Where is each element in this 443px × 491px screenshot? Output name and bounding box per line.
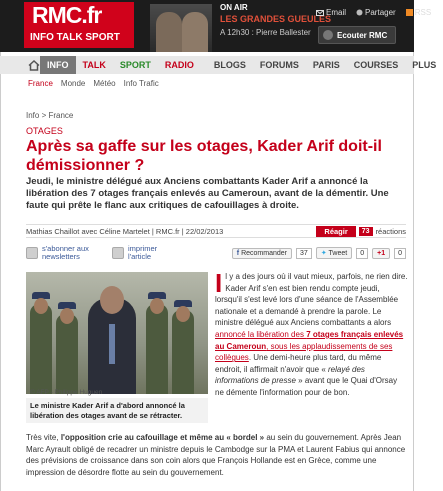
nav-blogs[interactable]: BLOGS bbox=[213, 60, 246, 70]
photo-caption: Le ministre Kader Arif a d'abord annoncé la libération des otages avant de se rétracter. bbox=[26, 398, 208, 423]
article-paragraph-1: Il y a des jours où il vaut mieux, parfois, ne rien dire. Kader Arif s'en est bien rendu compte jeudi, lorsqu'il s'est levé lors d'une séance de l'Assemblée nationale et a demandé à prendre la parole. Le ministre délégué aux Anciens combattants a alors annoncé la libération des 7 otages français enlevés au Cameroun, sous les applaudissements de ses collègues. Une demi-heure plus tard, du même endroit, il affirmait n'avoir que « relayé des informations de presse » avant que le Quai d'Orsay ne démente l'information pour de bon. bbox=[215, 268, 408, 397]
react-label[interactable]: réactions bbox=[375, 226, 406, 236]
article-lead: Jeudi, le ministre délégué aux Anciens combattants Kader Arif a annoncé la libération des 7 otages français enlevés au Cameroun, avant de la démentir. Une faute qui prête le flanc aux critiques de cafouillages à droite. bbox=[26, 176, 389, 211]
breadcrumb[interactable]: Info > France bbox=[26, 111, 74, 120]
react-button[interactable]: Réagir bbox=[316, 226, 355, 237]
site-header bbox=[0, 0, 432, 52]
subnav-monde[interactable]: Monde bbox=[60, 78, 86, 88]
facebook-icon: f bbox=[236, 249, 240, 257]
tweet-button[interactable]: ✦ Tweet bbox=[316, 247, 352, 259]
article-tools bbox=[26, 243, 406, 263]
rss-icon bbox=[406, 9, 413, 16]
speaker-icon bbox=[323, 30, 333, 40]
dropcap: I bbox=[215, 268, 223, 298]
twitter-icon: ✦ bbox=[320, 250, 327, 257]
on-air-label: ON AIR bbox=[220, 3, 248, 12]
rss-link[interactable]: RSS bbox=[406, 8, 431, 17]
react-count[interactable]: 73 bbox=[359, 227, 373, 236]
newsletter-icon bbox=[26, 247, 38, 259]
logo-tagline: INFO TALK SPORT bbox=[30, 32, 120, 43]
article-photo[interactable] bbox=[26, 272, 208, 394]
email-link[interactable]: Email bbox=[316, 8, 346, 17]
gplus-count: 0 bbox=[394, 248, 406, 259]
print-link[interactable]: imprimer l'article bbox=[112, 245, 168, 261]
show-name[interactable]: LES GRANDES GUEULES bbox=[220, 14, 332, 24]
link-liberation[interactable]: annoncé la libération des 7 otages français enlevés au Cameroun bbox=[215, 329, 404, 351]
nav-plus[interactable]: PLUS bbox=[412, 60, 437, 70]
email-icon bbox=[316, 10, 324, 16]
nav-radio[interactable]: RADIO bbox=[164, 60, 194, 70]
share-icon bbox=[356, 9, 363, 16]
article-title: Après sa gaffe sur les otages, Kader Arif doit-il démissionner ? bbox=[26, 138, 382, 174]
reactions bbox=[316, 226, 406, 237]
main-nav bbox=[0, 56, 437, 74]
article-paragraph-2: Très vite, l'opposition crie au cafouillage et même au « bordel » au sein du gouvernement. Après Jean Marc Ayrault obligé de recadrer un ministre depuis le Cambodge sur la PMA et Laurent Fabius qui annonce des prévisions de croissance dans son coin alors que François Hollande est en Grèce, comme une impression de désordre flotte au sein du gouvernement. bbox=[26, 433, 406, 477]
subnav-meteo[interactable]: Météo bbox=[93, 78, 116, 88]
subnav-info-trafic[interactable]: Info Trafic bbox=[123, 78, 159, 88]
byline: Mathias Chaillot avec Céline Martelet | RMC.fr | 22/02/2013 bbox=[26, 226, 224, 236]
subscribe-link[interactable]: s'abonner aux newsletters bbox=[26, 245, 98, 261]
home-icon[interactable] bbox=[28, 58, 40, 72]
listen-button[interactable] bbox=[318, 26, 396, 44]
facebook-count: 37 bbox=[296, 248, 312, 259]
nav-forums[interactable]: FORUMS bbox=[259, 60, 299, 70]
listen-label: Ecouter RMC bbox=[337, 30, 388, 40]
nav-paris[interactable]: PARIS bbox=[312, 60, 340, 70]
link-applaudissements[interactable]: , sous les applaudissements de ses collègues bbox=[215, 341, 393, 363]
show-time: A 12h30 : Pierre Ballester bbox=[220, 28, 311, 37]
logo-text: RMC.fr bbox=[32, 2, 102, 28]
print-icon bbox=[112, 247, 124, 259]
share-link[interactable]: Partager bbox=[356, 8, 396, 17]
nav-talk[interactable]: TALK bbox=[82, 60, 106, 70]
facebook-recommend-button[interactable]: f Recommander bbox=[232, 248, 292, 259]
nav-info[interactable]: INFO bbox=[40, 56, 76, 74]
byline-bar bbox=[26, 224, 406, 238]
tweet-count: 0 bbox=[356, 248, 368, 259]
share-buttons bbox=[232, 247, 406, 259]
nav-courses[interactable]: COURSES bbox=[353, 60, 399, 70]
header-links bbox=[316, 8, 431, 17]
article-tag[interactable]: OTAGES bbox=[26, 126, 63, 136]
sub-nav bbox=[0, 76, 414, 90]
rmc-logo[interactable] bbox=[24, 2, 134, 48]
hosts-photo bbox=[150, 4, 212, 52]
photo-credit: © AFP - Philippe Huguen bbox=[30, 389, 103, 396]
subnav-france[interactable]: France bbox=[28, 78, 53, 88]
nav-sport[interactable]: SPORT bbox=[119, 60, 151, 70]
gplus-button[interactable]: +1 bbox=[372, 248, 390, 259]
